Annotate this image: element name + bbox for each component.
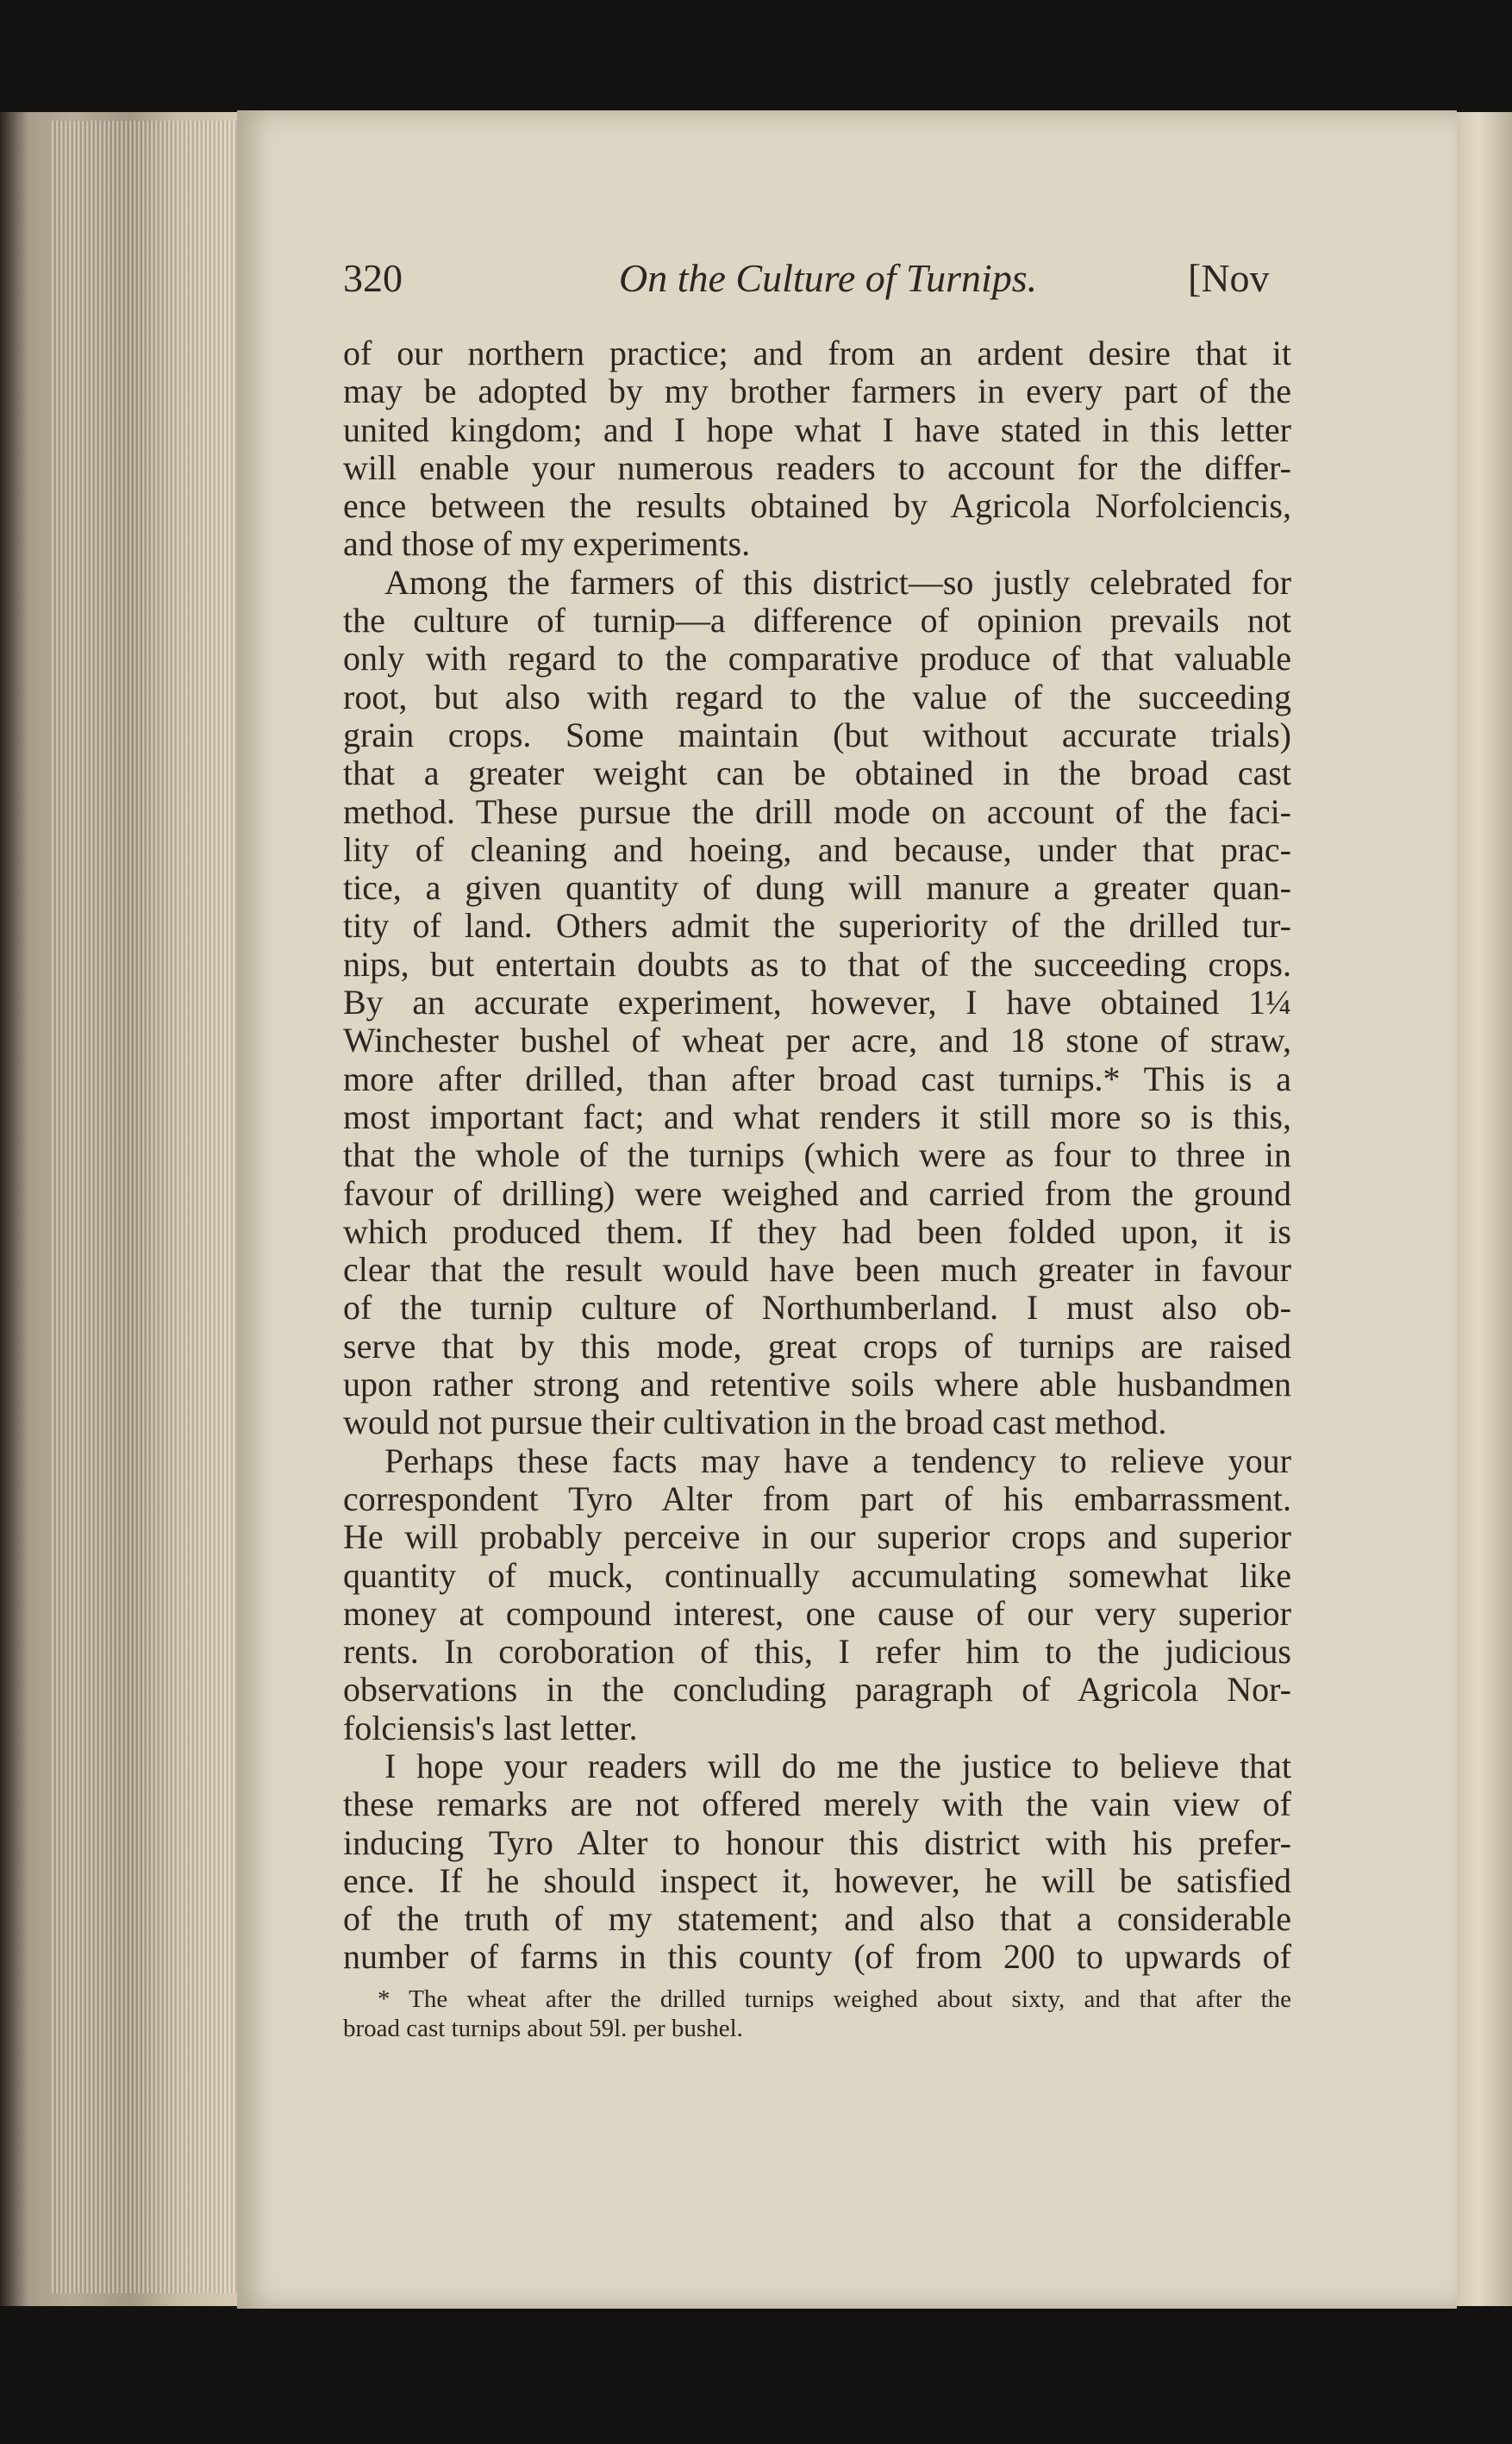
running-header bbox=[343, 255, 1291, 307]
text-line: He will probably perceive in our superior crops and superior bbox=[343, 1518, 1291, 1557]
text-line: most important fact; and what renders it still more so is this, bbox=[343, 1097, 1291, 1136]
text-line: of our northern practice; and from an ardent desire that it bbox=[343, 334, 1291, 372]
text-line: root, but also with regard to the value of the succeeding bbox=[343, 678, 1291, 716]
text-line: money at compound interest, one cause of our very superior bbox=[343, 1594, 1291, 1633]
text-line: grain crops. Some maintain (but without accurate trials) bbox=[343, 716, 1291, 754]
text-line: of the turnip culture of Northumberland. I must also ob- bbox=[343, 1289, 1291, 1328]
text-line: serve that by this mode, great crops of turnips are raised bbox=[343, 1327, 1291, 1366]
text-line: number of farms in this county (of from 200 to upwards of bbox=[343, 1938, 1291, 1977]
text-line: the culture of turnip—a difference of opinion prevails not bbox=[343, 602, 1291, 641]
adjacent-page-edge bbox=[1457, 112, 1512, 2306]
text-line: lity of cleaning and hoeing, and because, under that prac- bbox=[343, 830, 1291, 869]
text-line: upon rather strong and retentive soils where able husbandmen bbox=[343, 1366, 1291, 1404]
text-line: would not pursue their cultivation in the broad cast method. bbox=[343, 1403, 1167, 1442]
running-month: [Nov bbox=[1188, 256, 1270, 300]
text-line: Perhaps these facts may have a tendency to relieve your bbox=[384, 1441, 1291, 1480]
body-text bbox=[343, 334, 1291, 1977]
text-line: may be adopted by my brother farmers in every part of the bbox=[343, 372, 1291, 411]
footnote bbox=[343, 1985, 1291, 2043]
text-line: that a greater weight can be obtained in the broad cast bbox=[343, 754, 1291, 793]
text-line: folciensis's last letter. bbox=[343, 1709, 638, 1747]
text-line: method. These pursue the drill mode on account of the faci- bbox=[343, 792, 1291, 831]
text-line: and those of my experiments. bbox=[343, 525, 751, 564]
text-line: will enable your numerous readers to account for the differ- bbox=[343, 448, 1291, 487]
text-line: tice, a given quantity of dung will manure a greater quan- bbox=[343, 869, 1291, 908]
text-line: united kingdom; and I hope what I have stated in this letter bbox=[343, 410, 1291, 449]
text-line: quantity of muck, continually accumulating somewhat like bbox=[343, 1556, 1291, 1595]
text-line: rents. In coroboration of this, I refer him to the judicious bbox=[343, 1633, 1291, 1672]
text-line: Winchester bushel of wheat per acre, and 18 stone of straw, bbox=[343, 1022, 1291, 1060]
footnote-line: broad cast turnips about 59l. per bushel. bbox=[343, 2015, 743, 2042]
text-line: I hope your readers will do me the justice to believe that bbox=[384, 1747, 1291, 1785]
page-number: 320 bbox=[343, 256, 403, 300]
text-line: nips, but entertain doubts as to that of the succeeding crops. bbox=[343, 945, 1291, 984]
text-line: ence. If he should inspect it, however, he will be satisfied bbox=[343, 1861, 1291, 1900]
footnote-line: * The wheat after the drilled turnips weighed about sixty, and that after the bbox=[378, 1985, 1291, 2013]
text-line: By an accurate experiment, however, I have obtained 1¼ bbox=[343, 984, 1291, 1022]
text-line: Among the farmers of this district—so justly celebrated for bbox=[384, 563, 1291, 602]
text-line: of the truth of my statement; and also that a considerable bbox=[343, 1900, 1291, 1939]
text-line: more after drilled, than after broad cast turnips.* This is a bbox=[343, 1059, 1291, 1098]
text-line: observations in the concluding paragraph of Agricola Nor- bbox=[343, 1671, 1291, 1710]
text-line: that the whole of the turnips (which were as four to three in bbox=[343, 1136, 1291, 1175]
text-line: which produced them. If they had been folded upon, it is bbox=[343, 1212, 1291, 1251]
text-line: ence between the results obtained by Agricola Norfolciencis, bbox=[343, 487, 1291, 526]
text-line: clear that the result would have been much greater in favour bbox=[343, 1251, 1291, 1290]
stacked-page-edges bbox=[52, 121, 237, 2293]
text-line: inducing Tyro Alter to honour this district with his prefer- bbox=[343, 1823, 1291, 1862]
text-line: these remarks are not offered merely with the vain view of bbox=[343, 1785, 1291, 1824]
text-line: favour of drilling) were weighed and carried from the ground bbox=[343, 1174, 1291, 1213]
text-line: only with regard to the comparative produce of that valuable bbox=[343, 640, 1291, 678]
running-title: On the Culture of Turnips. bbox=[619, 256, 1038, 300]
text-line: correspondent Tyro Alter from part of his embarrassment. bbox=[343, 1479, 1291, 1518]
text-line: tity of land. Others admit the superiority of the drilled tur- bbox=[343, 907, 1291, 946]
